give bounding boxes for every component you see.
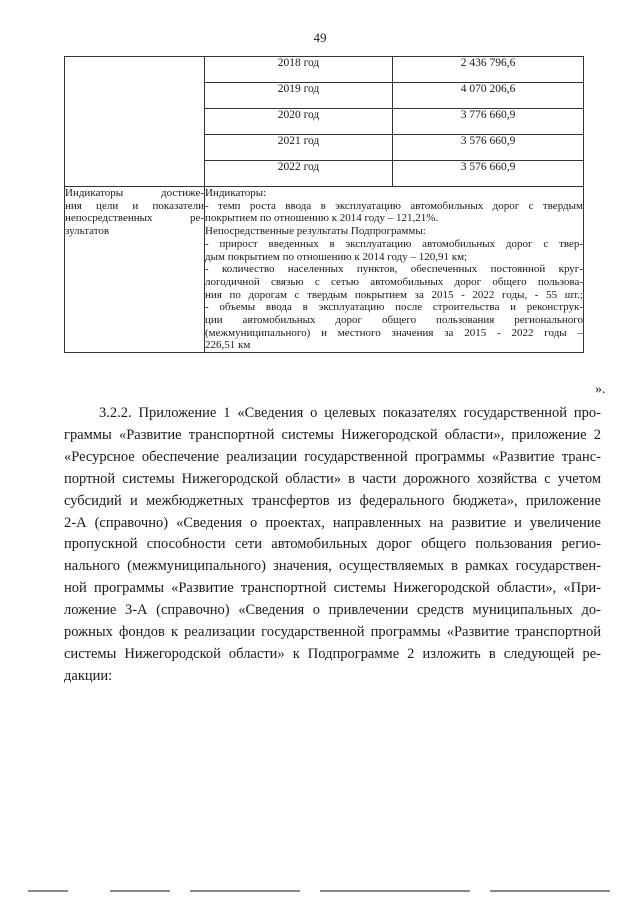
scan-artifact-line — [0, 890, 640, 896]
indicators-label-cell — [65, 187, 205, 353]
paragraph-line: субсидий и межбюджетных трансфертов из федерального бюджета», приложение — [64, 492, 601, 509]
page-number: 49 — [313, 30, 327, 45]
indicators-label-line: Индикаторы достиже- — [65, 187, 204, 199]
amount-cell: 3 576 660,9 — [393, 161, 584, 187]
closing-quote: ». — [595, 382, 606, 397]
indicators-line: (межмуниципального) и местного значения за 2015 - 2022 годы – — [205, 326, 583, 339]
year-cell: 2022 год — [205, 161, 393, 187]
paragraph-line: граммы «Развитие транспортной системы Нижегородской области», приложение 2 — [64, 426, 601, 443]
indicators-row — [65, 187, 584, 353]
amount-cell: 3 576 660,9 — [393, 135, 584, 161]
year-cell: 2020 год — [205, 109, 393, 135]
indicators-label-line: непосредственных ре- — [65, 212, 204, 225]
paragraph-line: дакции: — [64, 667, 113, 684]
indicators-line: Непосредственные результаты Подпрограммы: — [205, 225, 426, 238]
paragraph-line: 3.2.2. Приложение 1 «Сведения о целевых показателях государственной про- — [99, 405, 601, 421]
indicators-content-cell — [205, 187, 584, 353]
paragraph-line: ной программы «Развитие транспортной системы Нижегородской области», «При- — [64, 580, 601, 597]
year-cell: 2019 год — [205, 83, 393, 109]
paragraph-line: рожных фондов к реализации государственной программы «Развитие транспортной — [64, 624, 601, 641]
indicators-label-line: ния цели и показатели — [65, 199, 204, 212]
indicators-line: логодичной связью с сетью автомобильных дорог общего пользова- — [205, 275, 583, 288]
paragraph-line: нального (межмуниципального) значения, осуществляемых в рамках государствен- — [64, 558, 601, 575]
program-table — [64, 56, 584, 353]
indicators-line: ния по дорогам с твердым покрытием за 2015 - 2022 годы, - 55 шт.; — [205, 288, 583, 301]
indicators-line: - прирост введенных в эксплуатацию автомобильных дорог с твер- — [205, 237, 583, 250]
indicators-line: покрытием по отношению к 2014 году – 121,21%. — [205, 212, 439, 225]
year-cell: 2018 год — [205, 57, 393, 83]
indicators-line: - объемы ввода в эксплуатацию после строительства и реконструк- — [205, 301, 583, 314]
indicators-line: - темп роста ввода в эксплуатацию автомобильных дорог с твердым — [205, 199, 583, 212]
year-cell: 2021 год — [205, 135, 393, 161]
indicators-label-line: зультатов — [65, 225, 110, 238]
amount-cell: 4 070 206,6 — [393, 83, 584, 109]
paragraph-line: портной системы Нижегородской области» в части дорожного хозяйства с учетом — [64, 470, 601, 487]
funding-row — [65, 57, 584, 83]
paragraph-line: «Ресурсное обеспечение реализации государственной программы «Развитие транс- — [64, 448, 601, 465]
indicators-line: 226,51 км — [205, 339, 251, 352]
empty-left-cell — [65, 57, 205, 187]
body-paragraph — [64, 403, 601, 688]
paragraph-line: системы Нижегородской области» к Подпрограмме 2 изложить в следующей ре- — [64, 645, 601, 662]
indicators-line: ции автомобильных дорог общего пользования регионального — [205, 314, 583, 327]
amount-cell: 3 776 660,9 — [393, 109, 584, 135]
indicators-line: дым покрытием по отношению к 2014 году – 120,91 км; — [205, 250, 468, 263]
amount-cell: 2 436 796,6 — [393, 57, 584, 83]
paragraph-line: пропускной способности сети автомобильных дорог общего пользования регио- — [64, 536, 601, 553]
indicators-line: - количество населенных пунктов, обеспеченных постоянной круг- — [205, 263, 583, 276]
paragraph-line: 2-А (справочно) «Сведения о проектах, направленных на развитие и увеличение — [64, 514, 601, 531]
indicators-line: Индикаторы: — [205, 187, 267, 199]
paragraph-line: ложение 3-А (справочно) «Сведения о привлечении средств муниципальных до- — [64, 602, 601, 619]
